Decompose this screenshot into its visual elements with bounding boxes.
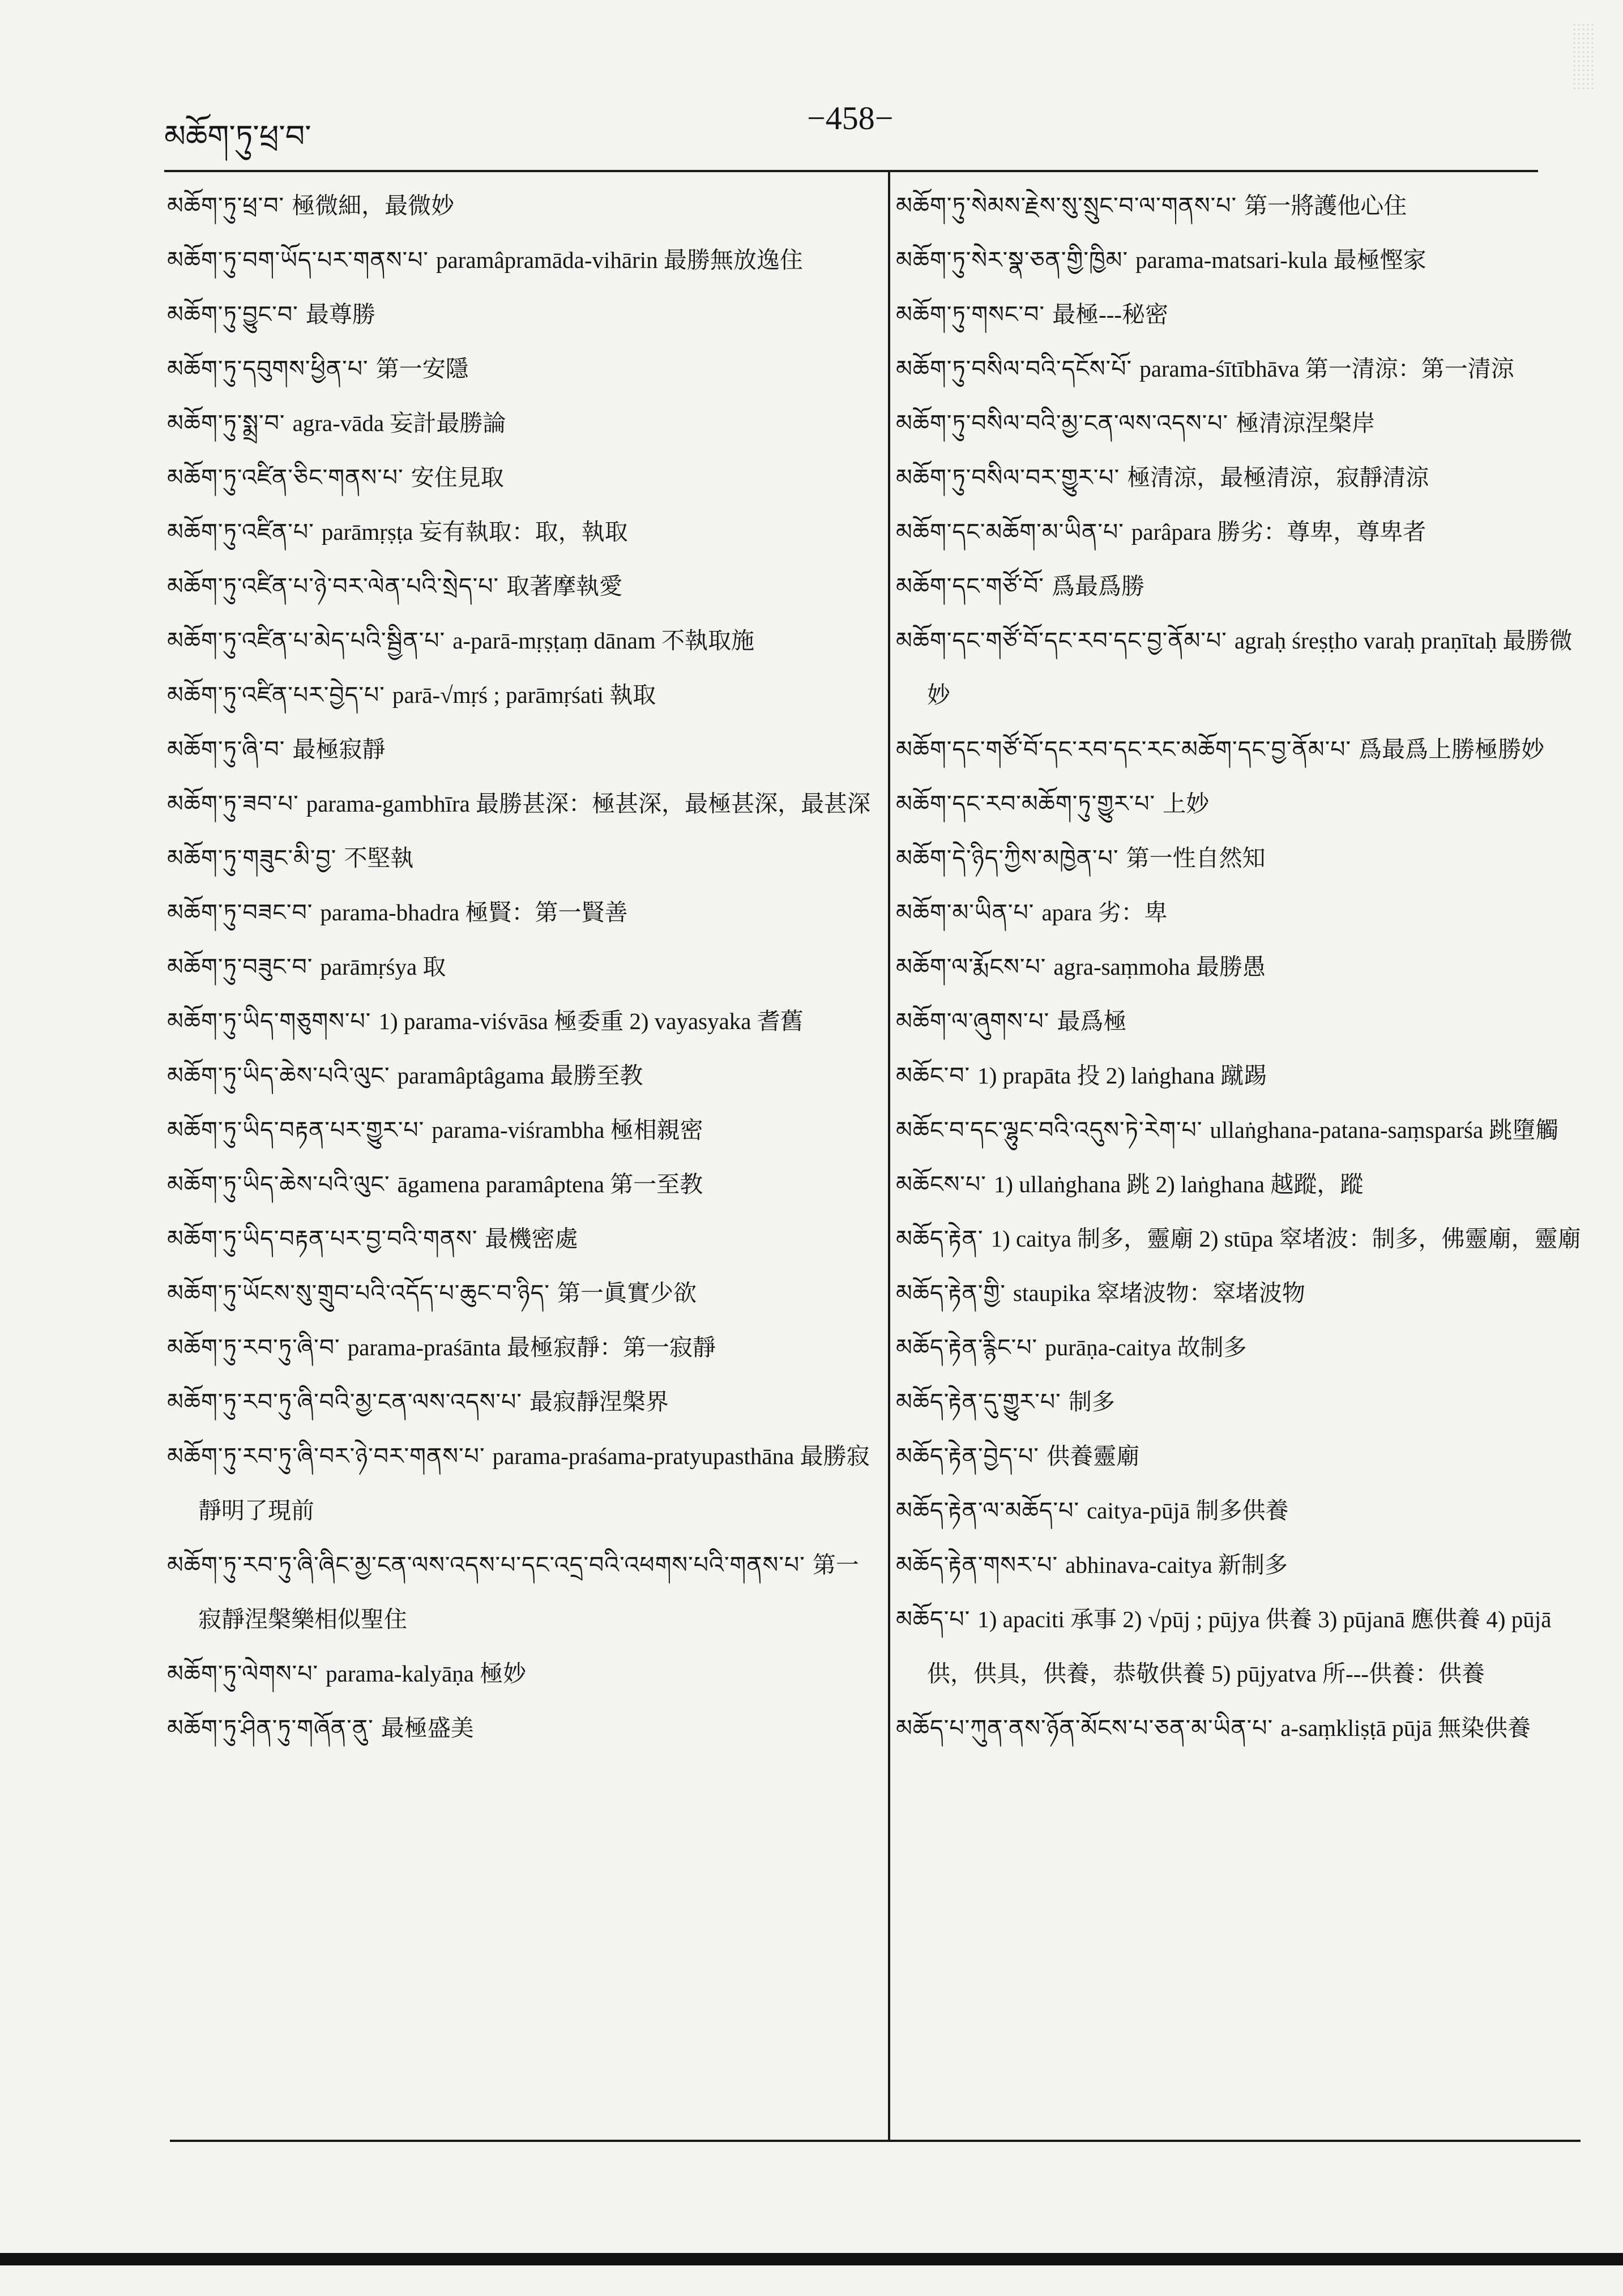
entry-headword: མཆོག་ཏུ་ཡིད་ཆེས་པའི་ལུང་ [167, 1062, 390, 1089]
entry-definition: 最尊勝 [305, 301, 375, 327]
dictionary-entry [896, 994, 1584, 1048]
entry-headword: མཆོག་ཏུ་བཟང་བ་ [167, 899, 313, 926]
entry-definition: parama-gambhīra 最勝甚深：極甚深，最極甚深，最甚深 [306, 791, 871, 817]
entry-headword: མཆོག་ལ་ཞུགས་པ་ [896, 1008, 1050, 1035]
entry-definition: parama-kalyāṇa 極妙 [326, 1661, 527, 1687]
entry-headword: མཆོད་པ་ [896, 1606, 971, 1633]
entry-headword: མཆོག་ཏུ་རབ་ཏུ་ཞི་བའི་མྱ་ངན་ལས་འདས་པ་ [167, 1388, 522, 1415]
dictionary-entry [896, 178, 1584, 233]
entry-definition: 第一安隱 [375, 356, 469, 382]
entry-definition: parâpara 勝劣：尊卑，尊卑者 [1131, 519, 1426, 545]
dictionary-entry [167, 450, 875, 505]
entry-headword: མཆོག་ཏུ་ཡོངས་སུ་གྲུབ་པའི་འདོད་པ་ཆུང་བ་ཉིད་ [167, 1279, 550, 1307]
entry-definition: 1) caitya 制多，靈廟 2) stūpa 窣堵波：制多，佛靈廟，靈廟 [990, 1226, 1581, 1252]
dictionary-entry [896, 1320, 1584, 1375]
entry-headword: མཆོད་རྟེན་བྱེད་པ་ [896, 1443, 1040, 1470]
entry-headword: མཆོག་ཏུ་བསིལ་བའི་མྱ་ངན་ལས་འདས་པ་ [896, 409, 1229, 437]
dictionary-entry [167, 505, 875, 559]
entry-definition: 不堅執 [344, 845, 414, 871]
entry-headword: མཆོག་དང་རབ་མཆོག་ཏུ་གྱུར་པ་ [896, 790, 1156, 817]
dictionary-entry [167, 287, 875, 342]
entry-headword: མཆོག་ཏུ་ཡིད་བརྟན་པར་བྱ་བའི་གནས་ [167, 1225, 478, 1252]
top-rule [164, 170, 1538, 172]
entry-headword: མཆོང་བ་དང་ལྷུང་བའི་འདུས་ཏེ་རེག་པ་ [896, 1116, 1203, 1143]
entry-definition: 制多 [1068, 1389, 1115, 1415]
entry-definition: 第一將護他心住 [1244, 193, 1407, 219]
entry-definition: 最機密處 [485, 1226, 578, 1252]
entry-headword: མཆོག་ཏུ་བཟུང་བ་ [167, 953, 313, 980]
dictionary-entry [167, 1429, 875, 1538]
dictionary-entry [167, 559, 875, 613]
entry-definition: 1) prapāta 投 2) laṅghana 蹴踢 [977, 1062, 1267, 1089]
entry-definition: 供養靈廟 [1047, 1443, 1140, 1469]
dictionary-entry [896, 1375, 1584, 1429]
dictionary-entry [167, 885, 875, 940]
entry-definition: āgamena paramâptena 第一至教 [397, 1171, 703, 1197]
entry-headword: མཆོག་ཏུ་ཡིད་བརྟན་པར་གྱུར་པ་ [167, 1116, 425, 1143]
entry-headword: མཆོག་ཏུ་རབ་ཏུ་ཞི་བ་ [167, 1334, 340, 1361]
entry-definition: 極清涼涅槃岸 [1236, 410, 1376, 436]
entry-headword: མཆོངས་པ་ [896, 1171, 986, 1198]
scan-speck [1572, 23, 1595, 91]
page-number: −458− [807, 100, 894, 136]
entry-headword: མཆོག་ཏུ་བསིལ་བར་གྱུར་པ་ [896, 464, 1120, 491]
entry-definition: 極清涼，最極清涼，寂靜清涼 [1127, 464, 1429, 490]
entry-headword: མཆོག་ཏུ་འཛིན་པར་བྱེད་པ་ [167, 681, 385, 709]
entry-definition: purāṇa-caitya 故制多 [1045, 1334, 1247, 1360]
entry-definition: 最極盛美 [381, 1715, 474, 1741]
entry-headword: མཆོང་བ་ [896, 1062, 971, 1089]
entry-headword: མཆོད་རྟེན་ལ་མཆོད་པ་ [896, 1497, 1080, 1524]
entry-headword: མཆོག་ཏུ་ཕྲ་བ་ [167, 192, 285, 219]
entry-definition: 第一性自然知 [1126, 845, 1266, 871]
entry-headword: མཆོག་ཏུ་རབ་ཏུ་ཞི་ཞིང་མྱ་ངན་ལས་འདས་པ་དང་འདྲ་བའི་འཕགས་པའི་གནས་པ་ [167, 1551, 805, 1578]
entry-headword: མཆོག་ལ་རྨོངས་པ་ [896, 953, 1047, 980]
entry-definition: 最爲極 [1057, 1008, 1127, 1034]
entry-headword: མཆོག་ཏུ་སེར་སྣ་ཅན་གྱི་ཁྱིམ་ [896, 246, 1129, 274]
entry-headword: མཆོག་ཏུ་བག་ཡོད་པར་གནས་པ་ [167, 246, 429, 274]
entry-headword: མཆོད་རྟེན་རྙིང་པ་ [896, 1334, 1038, 1361]
dictionary-entry [167, 233, 875, 287]
entry-definition: 第一寂靜涅槃樂相似聖住 [198, 1552, 859, 1632]
entry-headword: མཆོག་ཏུ་འཛིན་ཅིང་གནས་པ་ [167, 464, 404, 491]
dictionary-entry [896, 559, 1584, 613]
dictionary-entry [896, 287, 1584, 342]
bottom-rule [170, 2140, 1581, 2142]
dictionary-entry [896, 342, 1584, 396]
entry-definition: parama-praśama-pratyupasthāna 最勝寂靜明了現前 [198, 1443, 870, 1523]
entry-definition: parama-viśrambha 極相親密 [432, 1117, 703, 1143]
dictionary-entry [167, 668, 875, 722]
scan-edge-bar [0, 2253, 1623, 2265]
entry-definition: a-saṃkliṣṭā pūjā 無染供養 [1280, 1715, 1531, 1741]
dictionary-entry [896, 831, 1584, 885]
dictionary-entry [896, 1048, 1584, 1103]
running-headword: མཆོག་ཏུ་ཕྲ་བ་ [164, 118, 311, 154]
entry-definition: 安住見取 [411, 464, 504, 490]
entry-definition: 最寂靜涅槃界 [529, 1389, 669, 1415]
dictionary-entry [896, 233, 1584, 287]
entry-definition: 爲最爲上勝極勝妙 [1359, 736, 1545, 762]
entry-headword: མཆོག་ཏུ་ཞི་བ་ [167, 736, 285, 763]
dictionary-entry [896, 1103, 1584, 1157]
dictionary-entry [167, 1646, 875, 1701]
entry-definition: ullaṅghana-patana-saṃsparśa 跳墮觸 [1210, 1117, 1559, 1143]
dictionary-entry [167, 342, 875, 396]
entry-definition: parama-praśānta 最極寂靜：第一寂靜 [347, 1334, 716, 1360]
dictionary-entry [167, 1211, 875, 1266]
entry-headword: མཆོད་རྟེན་གྱི་ [896, 1279, 1006, 1307]
column-divider [888, 170, 890, 2140]
entry-headword: མཆོག་ཏུ་ཤིན་ཏུ་གཞོན་ནུ་ [167, 1714, 374, 1742]
entry-definition: abhinava-caitya 新制多 [1065, 1552, 1288, 1578]
dictionary-entry [896, 450, 1584, 505]
entry-headword: མཆོག་ཏུ་གསང་བ་ [896, 301, 1045, 328]
entry-definition: 爲最爲勝 [1051, 573, 1144, 599]
dictionary-entry [167, 1320, 875, 1375]
dictionary-entry [167, 1375, 875, 1429]
entry-definition: parā-√mṛś ; parāmṛśati 執取 [392, 682, 656, 708]
entry-headword: མཆོག་དང་གཙོ་བོ་ [896, 573, 1044, 600]
entry-headword: མཆོག་ཏུ་ཡིད་གཅུགས་པ་ [167, 1008, 371, 1035]
entry-definition: caitya-pūjā 制多供養 [1087, 1497, 1289, 1523]
entry-headword: མཆོག་དང་གཙོ་བོ་དང་རབ་དང་བྱ་ནོམ་པ་ [896, 627, 1227, 654]
entry-definition: parama-matsari-kula 最極慳家 [1135, 247, 1426, 273]
entry-headword: མཆོག་ཏུ་བསིལ་བའི་དངོས་པོ་ [896, 355, 1133, 382]
dictionary-entry [896, 1483, 1584, 1538]
dictionary-entry [896, 722, 1584, 776]
entry-headword: མཆོག་ཏུ་ཟབ་པ་ [167, 790, 299, 817]
dictionary-entry [167, 940, 875, 994]
entry-headword: མཆོག་ཏུ་སྨྲ་བ་ [167, 409, 285, 437]
dictionary-entry [167, 1266, 875, 1320]
dictionary-entry [896, 776, 1584, 831]
dictionary-entry [896, 1266, 1584, 1320]
dictionary-entry [167, 1103, 875, 1157]
entry-definition: agraḥ śreṣṭho varaḥ praṇītaḥ 最勝微妙 [927, 628, 1573, 708]
entry-definition: 1) apaciti 承事 2) √pūj ; pūjya 供養 3) pūjanā 應供養 4) pūjā 供，供具，供養，恭敬供養 5) pūjyatva 所---供養：供養 [927, 1606, 1552, 1687]
entry-headword: མཆོག་དང་མཆོག་མ་ཡིན་པ་ [896, 518, 1124, 545]
entry-headword: མཆོད་པ་ཀུན་ནས་ཉོན་མོངས་པ་ཅན་མ་ཡིན་པ་ [896, 1714, 1274, 1742]
dictionary-entry [896, 1592, 1584, 1701]
entry-headword: མཆོག་དང་གཙོ་བོ་དང་རབ་དང་རང་མཆོག་དང་བྱ་ནོམ་པ་ [896, 736, 1352, 763]
entry-definition: 上妙 [1163, 791, 1210, 817]
dictionary-entry [167, 613, 875, 668]
entry-headword: མཆོག་ཏུ་ཡིད་ཆེས་པའི་ལུང་ [167, 1171, 390, 1198]
entry-headword: མཆོག་ཏུ་རབ་ཏུ་ཞི་བར་ཉེ་བར་གནས་པ་ [167, 1443, 485, 1470]
entry-definition: agra-vāda 妄計最勝論 [292, 410, 506, 436]
dictionary-entry [896, 613, 1584, 722]
dictionary-entry [896, 1429, 1584, 1483]
dictionary-entry [167, 1538, 875, 1646]
right-column [896, 178, 1584, 1755]
entry-headword: མཆོག་དེ་ཉིད་ཀྱིས་མཁྱེན་པ་ [896, 844, 1119, 872]
dictionary-entry [167, 396, 875, 450]
entry-definition: parama-śītībhāva 第一清涼：第一清涼 [1139, 356, 1514, 382]
entry-definition: 最極---秘密 [1052, 301, 1169, 327]
entry-definition: parāmṛṣṭa 妄有執取：取，執取 [321, 519, 628, 545]
entry-definition: 1) ullaṅghana 跳 2) laṅghana 越蹤，蹤 [993, 1171, 1364, 1197]
entry-definition: paramâptâgama 最勝至教 [397, 1062, 643, 1089]
entry-headword: མཆོག་ཏུ་བྱུང་བ་ [167, 301, 298, 328]
dictionary-entry [167, 1701, 875, 1755]
dictionary-entry [167, 994, 875, 1048]
dictionary-entry [896, 1538, 1584, 1592]
entry-headword: མཆོད་རྟེན་གསར་པ་ [896, 1551, 1058, 1578]
dictionary-entry [167, 831, 875, 885]
entry-headword: མཆོག་ཏུ་འཛིན་པ་ཉེ་བར་ལེན་པའི་སྲེད་པ་ [167, 573, 499, 600]
entry-headword: མཆོག་ཏུ་འཛིན་པ་ [167, 518, 314, 545]
entry-definition: parāmṛśya 取 [320, 954, 446, 980]
entry-definition: apara 劣：卑 [1041, 899, 1168, 925]
entry-headword: མཆོག་ཏུ་འཛིན་པ་མེད་པའི་སྦྱིན་པ་ [167, 627, 446, 654]
entry-definition: paramâpramāda-vihārin 最勝無放逸住 [436, 247, 803, 273]
dictionary-entry [896, 940, 1584, 994]
entry-definition: 第一眞實少欲 [557, 1280, 697, 1306]
entry-definition: 最極寂靜 [292, 736, 386, 762]
dictionary-entry [896, 396, 1584, 450]
entry-headword: མཆོག་ཏུ་དབུགས་ཕྱིན་པ་ [167, 355, 369, 382]
entry-definition: 取著摩執愛 [506, 573, 623, 599]
entry-headword: མཆོད་རྟེན་ [896, 1225, 984, 1252]
entry-definition: agra-saṃmoha 最勝愚 [1053, 954, 1266, 980]
entry-definition: staupika 窣堵波物：窣堵波物 [1013, 1280, 1305, 1306]
entry-headword: མཆོད་རྟེན་དུ་གྱུར་པ་ [896, 1388, 1061, 1415]
entry-definition: 極微細，最微妙 [292, 193, 455, 219]
entry-headword: མཆོག་ཏུ་ལེགས་པ་ [167, 1660, 319, 1687]
dictionary-entry [167, 178, 875, 233]
entry-definition: 1) parama-viśvāsa 極委重 2) vayasyaka 耆舊 [378, 1008, 804, 1034]
entry-definition: parama-bhadra 極賢：第一賢善 [320, 899, 628, 925]
dictionary-entry [896, 1157, 1584, 1211]
dictionary-entry [167, 1157, 875, 1211]
dictionary-entry [167, 1048, 875, 1103]
dictionary-entry [896, 885, 1584, 940]
entry-headword: མཆོག་ཏུ་གཟུང་མི་བྱ་ [167, 844, 337, 872]
dictionary-entry [896, 1701, 1584, 1755]
left-column [167, 178, 875, 1755]
dictionary-entry [896, 1211, 1584, 1266]
entry-definition: a-parā-mṛṣṭaṃ dānam 不執取施 [452, 628, 755, 654]
dictionary-entry [896, 505, 1584, 559]
entry-headword: མཆོག་མ་ཡིན་པ་ [896, 899, 1035, 926]
entry-headword: མཆོག་ཏུ་སེམས་རྗེས་སུ་སྲུང་བ་ལ་གནས་པ་ [896, 192, 1237, 219]
dictionary-entry [167, 776, 875, 831]
dictionary-entry [167, 722, 875, 776]
